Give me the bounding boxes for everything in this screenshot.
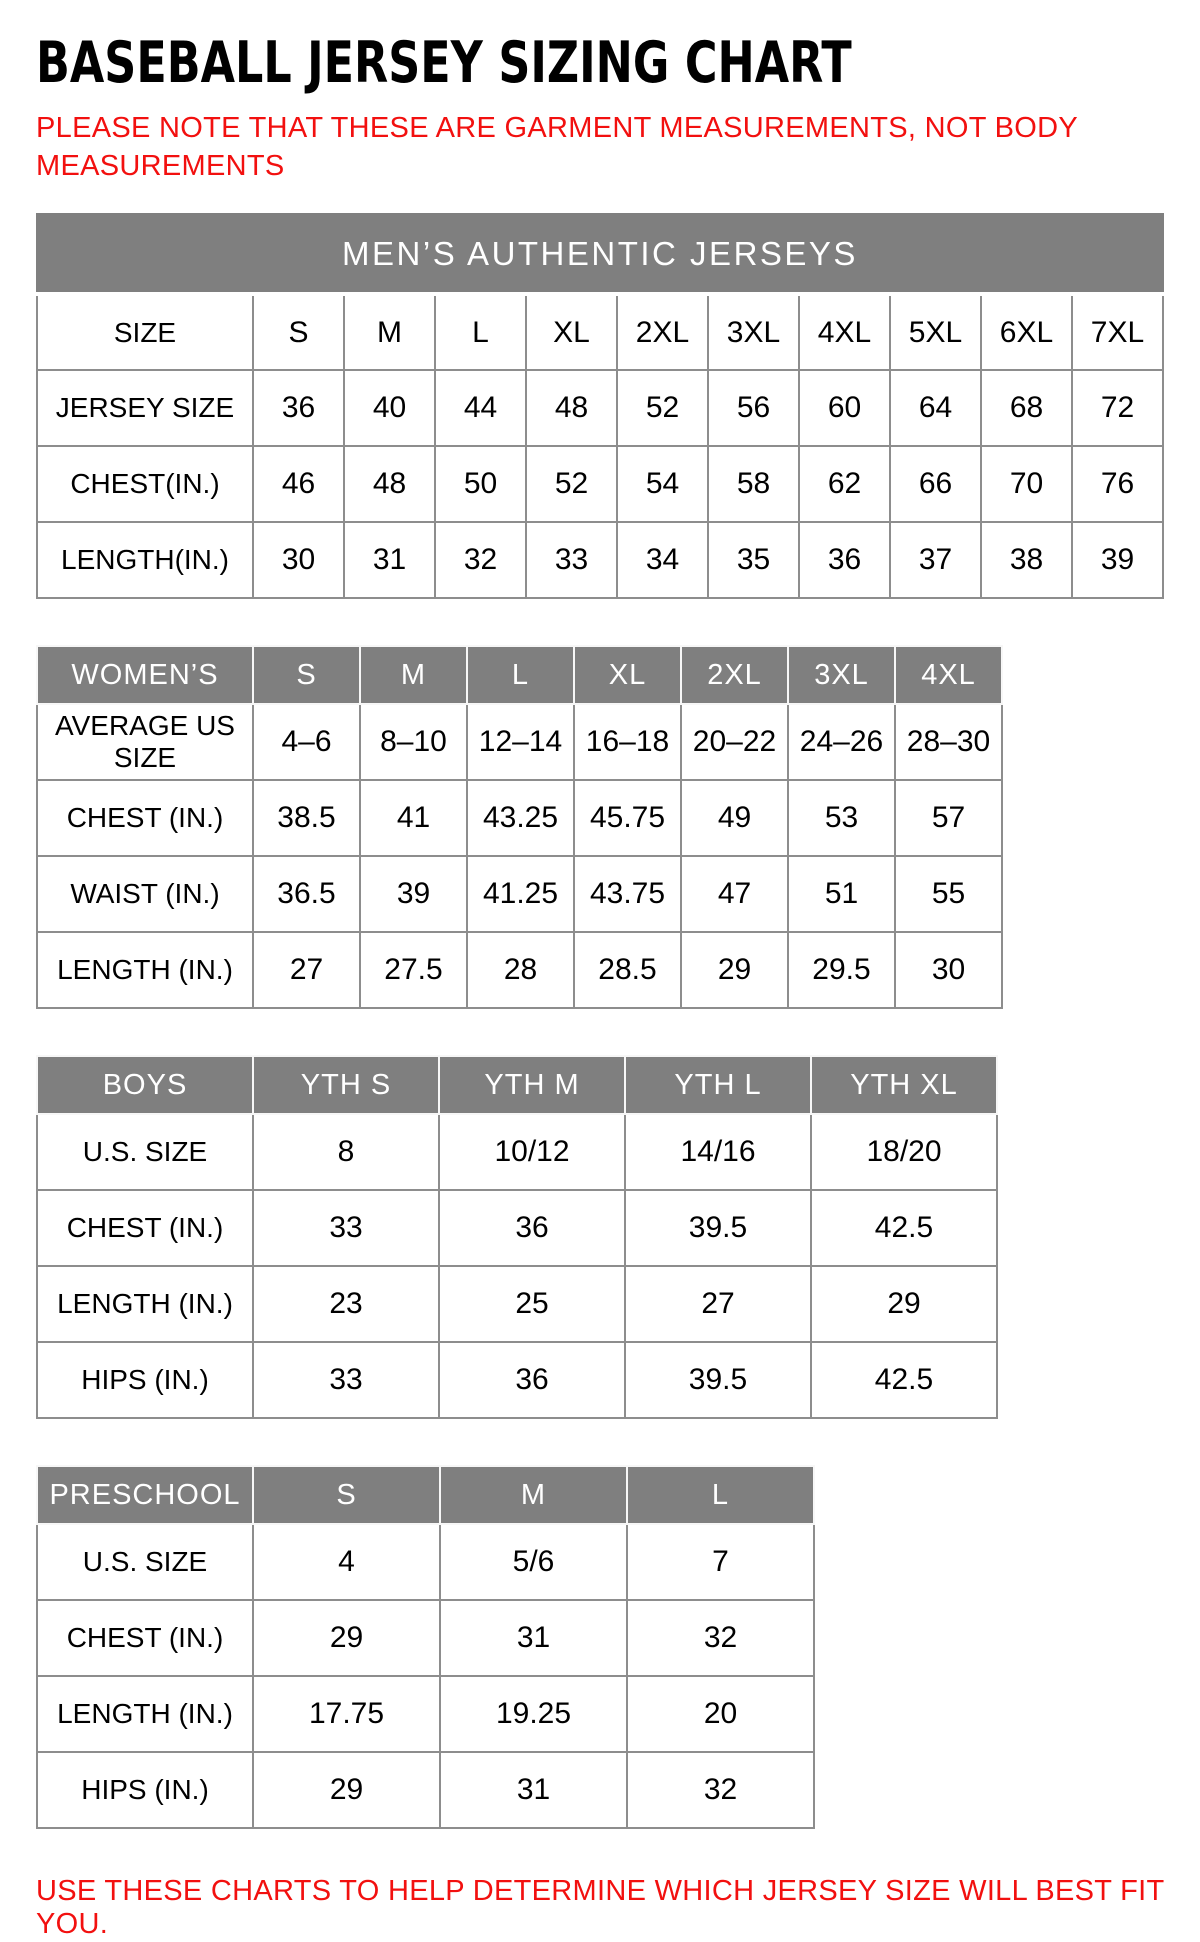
preschool-size-header-cell: L — [627, 1466, 814, 1524]
row-label: CHEST (IN.) — [37, 1190, 253, 1266]
value-cell: 29 — [681, 932, 788, 1008]
mens-table-row — [37, 446, 1163, 522]
value-cell: 46 — [253, 446, 344, 522]
value-cell: 76 — [1072, 446, 1163, 522]
womens-size-header-cell: M — [360, 646, 467, 704]
value-cell: 14/16 — [625, 1114, 811, 1190]
womens-header-row — [37, 646, 1002, 704]
value-cell: 36 — [253, 370, 344, 446]
preschool-size-header-cell: M — [440, 1466, 627, 1524]
row-label: JERSEY SIZE — [37, 370, 253, 446]
value-cell: 40 — [344, 370, 435, 446]
value-cell: 39 — [360, 856, 467, 932]
preschool-table-row — [37, 1752, 814, 1828]
value-cell: 41.25 — [467, 856, 574, 932]
value-cell: 36 — [439, 1342, 625, 1418]
preschool-sizing-table — [36, 1465, 815, 1829]
value-cell: 68 — [981, 370, 1072, 446]
value-cell: 31 — [440, 1752, 627, 1828]
row-label: CHEST (IN.) — [37, 1600, 253, 1676]
mens-table-row — [37, 370, 1163, 446]
row-label: U.S. SIZE — [37, 1114, 253, 1190]
value-cell: 32 — [435, 522, 526, 598]
row-label: LENGTH (IN.) — [37, 1266, 253, 1342]
womens-size-header-cell: 3XL — [788, 646, 895, 704]
value-cell: 52 — [526, 446, 617, 522]
value-cell: 57 — [895, 780, 1002, 856]
value-cell: 42.5 — [811, 1342, 997, 1418]
value-cell: 6XL — [981, 294, 1072, 370]
value-cell: 29.5 — [788, 932, 895, 1008]
value-cell: 35 — [708, 522, 799, 598]
value-cell: 55 — [895, 856, 1002, 932]
value-cell: 23 — [253, 1266, 439, 1342]
value-cell: 2XL — [617, 294, 708, 370]
value-cell: 39.5 — [625, 1342, 811, 1418]
row-label: SIZE — [37, 294, 253, 370]
boys-size-header-cell: YTH L — [625, 1056, 811, 1114]
womens-table-row — [37, 856, 1002, 932]
value-cell: S — [253, 294, 344, 370]
value-cell: 20–22 — [681, 704, 788, 780]
value-cell: 53 — [788, 780, 895, 856]
value-cell: 39 — [1072, 522, 1163, 598]
value-cell: 29 — [253, 1752, 440, 1828]
mens-banner-row — [37, 214, 1163, 294]
boys-table-row — [37, 1190, 997, 1266]
value-cell: 33 — [526, 522, 617, 598]
value-cell: 28.5 — [574, 932, 681, 1008]
page-title: BASEBALL JERSEY SIZING CHART — [36, 30, 852, 96]
womens-size-header-cell: S — [253, 646, 360, 704]
value-cell: 24–26 — [788, 704, 895, 780]
value-cell: 42.5 — [811, 1190, 997, 1266]
value-cell: 60 — [799, 370, 890, 446]
row-label: U.S. SIZE — [37, 1524, 253, 1600]
womens-header-label: WOMEN’S — [37, 646, 253, 704]
row-label: CHEST(IN.) — [37, 446, 253, 522]
womens-sizing-table — [36, 645, 1003, 1009]
value-cell: 52 — [617, 370, 708, 446]
value-cell: 31 — [440, 1600, 627, 1676]
value-cell: 27.5 — [360, 932, 467, 1008]
value-cell: 5/6 — [440, 1524, 627, 1600]
value-cell: 29 — [811, 1266, 997, 1342]
preschool-table-row — [37, 1600, 814, 1676]
value-cell: 33 — [253, 1190, 439, 1266]
value-cell: 36 — [439, 1190, 625, 1266]
value-cell: 48 — [344, 446, 435, 522]
mens-authentic-jerseys-table — [36, 213, 1164, 599]
value-cell: 32 — [627, 1600, 814, 1676]
preschool-size-header-cell: S — [253, 1466, 440, 1524]
value-cell: 38.5 — [253, 780, 360, 856]
womens-size-header-cell: L — [467, 646, 574, 704]
value-cell: 3XL — [708, 294, 799, 370]
value-cell: 16–18 — [574, 704, 681, 780]
value-cell: 18/20 — [811, 1114, 997, 1190]
value-cell: 10/12 — [439, 1114, 625, 1190]
value-cell: 43.75 — [574, 856, 681, 932]
value-cell: 39.5 — [625, 1190, 811, 1266]
value-cell: 47 — [681, 856, 788, 932]
womens-table-row — [37, 780, 1002, 856]
value-cell: 45.75 — [574, 780, 681, 856]
mens-table-row — [37, 522, 1163, 598]
value-cell: 30 — [895, 932, 1002, 1008]
boys-size-header-cell: YTH M — [439, 1056, 625, 1114]
value-cell: 27 — [625, 1266, 811, 1342]
row-label: LENGTH (IN.) — [37, 932, 253, 1008]
row-label: LENGTH (IN.) — [37, 1676, 253, 1752]
value-cell: 5XL — [890, 294, 981, 370]
value-cell: 41 — [360, 780, 467, 856]
value-cell: 49 — [681, 780, 788, 856]
garment-measurements-note: PLEASE NOTE THAT THESE ARE GARMENT MEASUREMENTS, NOT BODY MEASUREMENTS — [36, 112, 1078, 182]
value-cell: 8–10 — [360, 704, 467, 780]
best-fit-footer-note: USE THESE CHARTS TO HELP DETERMINE WHICH JERSEY SIZE WILL BEST FIT YOU. — [36, 1875, 1164, 1941]
value-cell: 19.25 — [440, 1676, 627, 1752]
womens-table-row — [37, 704, 1002, 780]
row-label: AVERAGE US SIZE — [37, 704, 253, 780]
value-cell: 36.5 — [253, 856, 360, 932]
value-cell: 62 — [799, 446, 890, 522]
boys-table-row — [37, 1114, 997, 1190]
value-cell: 29 — [253, 1600, 440, 1676]
value-cell: 48 — [526, 370, 617, 446]
value-cell: 8 — [253, 1114, 439, 1190]
value-cell: 33 — [253, 1342, 439, 1418]
preschool-header-row — [37, 1466, 814, 1524]
value-cell: 7 — [627, 1524, 814, 1600]
value-cell: 27 — [253, 932, 360, 1008]
value-cell: 66 — [890, 446, 981, 522]
row-label: CHEST (IN.) — [37, 780, 253, 856]
value-cell: 7XL — [1072, 294, 1163, 370]
value-cell: L — [435, 294, 526, 370]
value-cell: 38 — [981, 522, 1072, 598]
value-cell: 58 — [708, 446, 799, 522]
value-cell: 43.25 — [467, 780, 574, 856]
row-label: HIPS (IN.) — [37, 1342, 253, 1418]
boys-size-header-cell: YTH XL — [811, 1056, 997, 1114]
value-cell: 12–14 — [467, 704, 574, 780]
value-cell: 17.75 — [253, 1676, 440, 1752]
boys-table-row — [37, 1266, 997, 1342]
boys-table-row — [37, 1342, 997, 1418]
boys-header-row — [37, 1056, 997, 1114]
womens-size-header-cell: 2XL — [681, 646, 788, 704]
value-cell: M — [344, 294, 435, 370]
value-cell: 44 — [435, 370, 526, 446]
mens-table-row — [37, 294, 1163, 370]
value-cell: 50 — [435, 446, 526, 522]
value-cell: 28–30 — [895, 704, 1002, 780]
value-cell: 28 — [467, 932, 574, 1008]
value-cell: 25 — [439, 1266, 625, 1342]
value-cell: XL — [526, 294, 617, 370]
value-cell: 36 — [799, 522, 890, 598]
womens-size-header-cell: XL — [574, 646, 681, 704]
preschool-table-row — [37, 1524, 814, 1600]
value-cell: 4–6 — [253, 704, 360, 780]
value-cell: 4 — [253, 1524, 440, 1600]
value-cell: 34 — [617, 522, 708, 598]
value-cell: 70 — [981, 446, 1072, 522]
row-label: WAIST (IN.) — [37, 856, 253, 932]
value-cell: 32 — [627, 1752, 814, 1828]
value-cell: 30 — [253, 522, 344, 598]
preschool-table-row — [37, 1676, 814, 1752]
value-cell: 54 — [617, 446, 708, 522]
value-cell: 64 — [890, 370, 981, 446]
mens-banner-title: MEN’S AUTHENTIC JERSEYS — [37, 214, 1163, 294]
value-cell: 20 — [627, 1676, 814, 1752]
preschool-header-label: PRESCHOOL — [37, 1466, 253, 1524]
value-cell: 72 — [1072, 370, 1163, 446]
value-cell: 4XL — [799, 294, 890, 370]
value-cell: 51 — [788, 856, 895, 932]
row-label: HIPS (IN.) — [37, 1752, 253, 1828]
value-cell: 31 — [344, 522, 435, 598]
boys-sizing-table — [36, 1055, 998, 1419]
row-label: LENGTH(IN.) — [37, 522, 253, 598]
womens-size-header-cell: 4XL — [895, 646, 1002, 704]
value-cell: 56 — [708, 370, 799, 446]
womens-table-row — [37, 932, 1002, 1008]
boys-header-label: BOYS — [37, 1056, 253, 1114]
value-cell: 37 — [890, 522, 981, 598]
boys-size-header-cell: YTH S — [253, 1056, 439, 1114]
